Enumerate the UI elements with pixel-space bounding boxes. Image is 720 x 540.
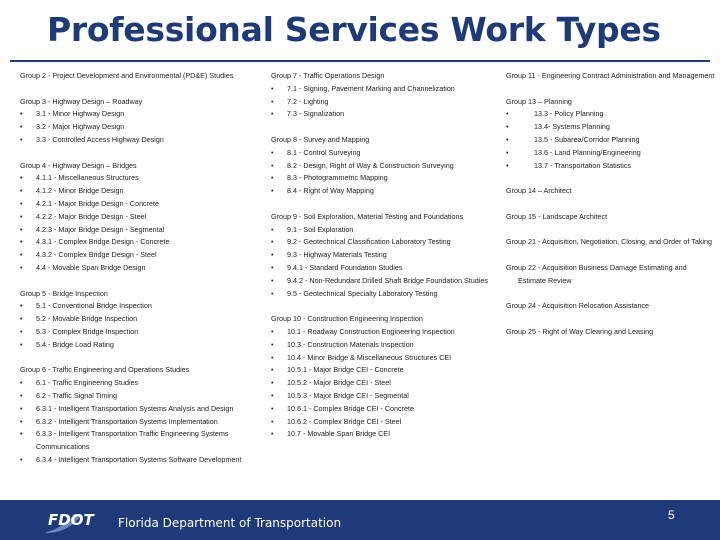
work-type-item: • 13.3 - Policy Planning [506,108,716,121]
work-group [271,70,503,121]
work-type-item: • 9.2 - Geotechnical Classification Laboratory Testing [271,236,503,249]
work-group [20,70,265,83]
group-title: Group 5 - Bridge Inspection [20,288,108,298]
work-type-item: • 4.2.2 - Major Bridge Design - Steel [20,211,265,224]
work-type-item: • 9.3 - Highway Materials Testing [271,249,503,262]
work-type-item: • 6.3.2 - Intelligent Transportation Systems Implementation [20,416,265,429]
work-type-item: • 6.1 - Traffic Engineering Studies [20,377,265,390]
group-title: Group 25 - Right of Way Clearing and Leasing [506,326,654,336]
work-type-list [271,147,503,198]
work-group [506,70,716,83]
work-group [20,288,265,352]
work-type-item: • 3.1 - Minor Highway Design [20,108,265,121]
group-title: Group 21 - Acquisition, Negotiation, Closing, and Order of Taking [506,237,713,247]
work-type-item: • 4.2.3 - Major Bridge Design - Segmental [20,224,265,237]
work-type-item: • 4.1.2 - Minor Bridge Design [20,185,265,198]
page-number: 5 [668,508,675,522]
work-type-list [271,326,503,441]
work-type-item: • 9.4.2 - Non-Redundant Drilled Shaft Bridge Foundation Studies [271,275,503,288]
work-type-item: • 4.3.1 - Complex Bridge Design - Concrete [20,236,265,249]
work-type-item: • 9.1 - Soil Exploration [271,224,503,237]
work-type-list [20,108,265,146]
work-group [271,313,503,441]
group-title: Group 14 – Architect [506,186,572,196]
work-type-item: • 5.1 - Conventional Bridge Inspection [20,300,265,313]
work-type-item: • 6.2 - Traffic Signal Timing [20,390,265,403]
work-type-list [271,83,503,121]
group-title: Group 10 - Construction Engineering Inspection [271,314,423,324]
group-title: Group 3 - Highway Design – Roadway [20,96,143,106]
work-group [506,326,716,339]
work-type-item: • 5.3 - Complex Bridge Inspection [20,326,265,339]
work-type-item: • 7.3 - Signalization [271,108,503,121]
work-type-item: • 8.1 - Control Surveying [271,147,503,160]
work-type-item: • 10.7 - Movable Span Bridge CEI [271,428,503,441]
work-group [20,96,265,147]
work-group [20,364,265,466]
work-group [20,160,265,275]
work-type-item: • 10.3 - Construction Materials Inspection [271,339,503,352]
work-type-list [20,377,265,467]
group-title: Group 6 - Traffic Engineering and Operations Studies [20,365,190,375]
work-type-item: • 6.3.4 - Intelligent Transportation Systems Software Development [20,454,265,467]
fdot-logo-text: FDOT [48,511,94,529]
work-group [506,96,716,173]
work-group [506,236,716,249]
work-type-item: • 8.4 - Right of Way Mapping [271,185,503,198]
work-type-item: • 10.1 - Roadway Construction Engineering Inspection [271,326,503,339]
group-title: Group 15 - Landscape Architect [506,211,608,221]
work-type-item: • 13.6 - Land Planning/Engineering [506,147,716,160]
work-type-list [20,172,265,274]
work-type-item: • 10.5.1 - Major Bridge CEI - Concrete [271,364,503,377]
work-type-item: • 13.5 - Subarea/Corridor Planning [506,134,716,147]
footer-bar [0,500,720,540]
work-type-list [271,224,503,301]
work-types-column-1 [20,70,265,480]
group-title: Group 11 - Engineering Contract Administration and Management [506,71,715,80]
work-type-item: • 4.3.2 - Complex Bridge Design - Steel [20,249,265,262]
title-divider [10,60,710,62]
work-group [506,262,716,288]
group-title: Group 8 - Survey and Mapping [271,134,370,144]
work-type-item: • 10.6.2 - Complex Bridge CEI - Steel [271,416,503,429]
work-type-list [20,300,265,351]
work-group [271,211,503,301]
work-type-item: • 4.1.1 - Miscellaneous Structures [20,172,265,185]
work-type-item: • 6.3.1 - Intelligent Transportation Systems Analysis and Design [20,403,265,416]
work-type-item: • 10.5.2 - Major Bridge CEI - Steel [271,377,503,390]
work-type-item: • 6.3.3 - Intelligent Transportation Traffic Engineering Systems Communications [20,428,265,454]
work-type-item: • 13.4- Systems Planning [506,121,716,134]
fdot-logo [44,506,114,534]
work-type-item: • 4.2.1 - Major Bridge Design - Concrete [20,198,265,211]
work-type-item: • 8.2 - Design, Right of Way & Construction Surveying [271,160,503,173]
work-group [506,211,716,224]
organization-name: Florida Department of Transportation [118,516,342,530]
group-title: Group 24 - Acquisition Relocation Assistance [506,301,650,311]
work-group [506,185,716,198]
group-title: Group 2 - Project Development and Environmental (PD&E) Studies [20,71,234,80]
work-type-item: • 8.3 - Photogrammetric Mapping [271,172,503,185]
group-title: Group 13 – Planning [506,96,572,106]
work-types-column-3 [506,70,716,352]
group-title: Group 4 - Highway Design – Bridges [20,160,137,170]
work-group [506,300,716,313]
work-type-item: • 10.5.3 - Major Bridge CEI - Segmental [271,390,503,403]
work-type-item: • 3.2 - Major Highway Design [20,121,265,134]
work-type-list [506,108,716,172]
work-type-item: • 10.4 - Minor Bridge & Miscellaneous Structures CEI [271,352,503,365]
work-type-item: • 3.3 - Controlled Access Highway Design [20,134,265,147]
work-type-item: • 7.2 - Lighting [271,96,503,109]
work-type-item: • 13.7 - Transportation Statistics [506,160,716,173]
work-type-item: • 10.6.1 - Complex Bridge CEI - Concrete [271,403,503,416]
work-type-item: • 7.1 - Signing, Pavement Marking and Channelization [271,83,503,96]
work-type-item: • 9.5 - Geotechnical Specialty Laboratory Testing [271,288,503,301]
page-title: Professional Services Work Types [47,10,661,49]
work-type-item: • 4.4 - Movable Span Bridge Design [20,262,265,275]
group-title: Group 22 - Acquisition Business Damage Estimating and Estimate Review [506,262,687,285]
group-title: Group 7 - Traffic Operations Design [271,71,385,80]
work-type-item: • 5.2 - Movable Bridge Inspection [20,313,265,326]
work-group [271,134,503,198]
work-type-item: • 5.4 - Bridge Load Rating [20,339,265,352]
work-types-column-2 [271,70,503,454]
work-type-item: • 9.4.1 - Standard Foundation Studies [271,262,503,275]
group-title: Group 9 - Soil Exploration, Material Testing and Foundations [271,211,464,221]
